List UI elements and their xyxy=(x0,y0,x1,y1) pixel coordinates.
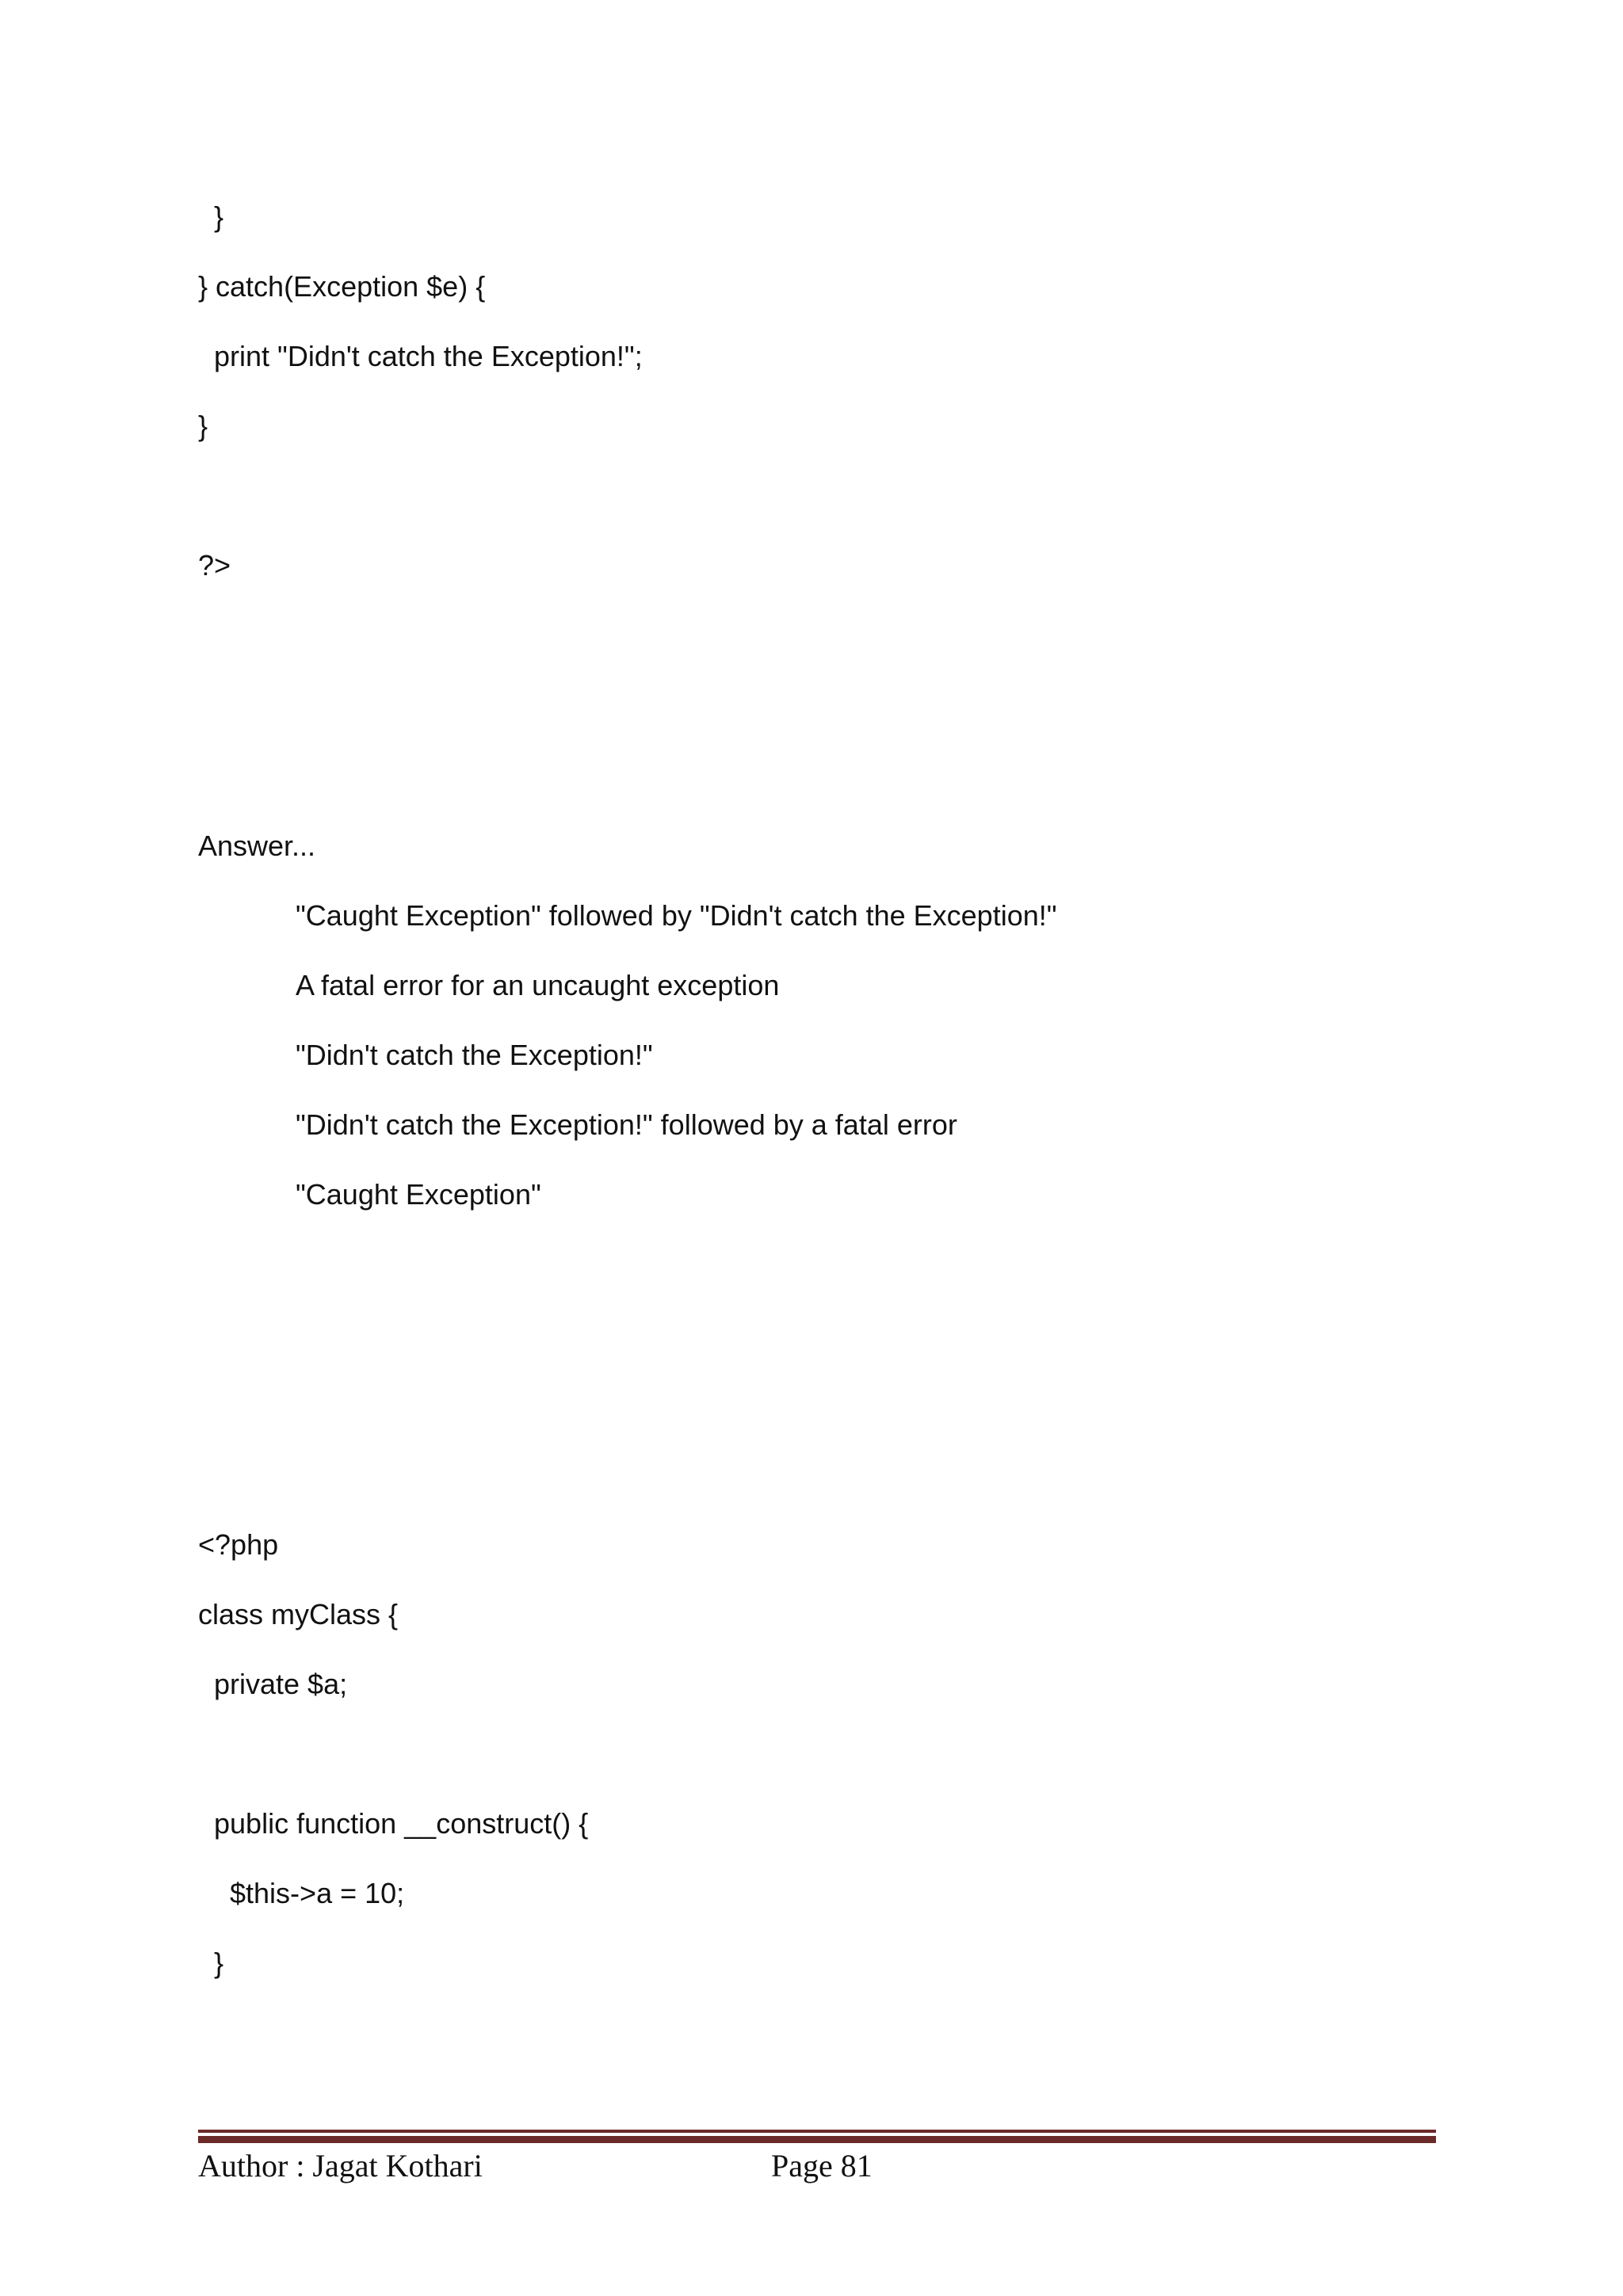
code-line: } catch(Exception $e) { xyxy=(198,270,486,303)
code-line: ?> xyxy=(198,549,231,582)
code-line: } xyxy=(198,1947,224,1979)
footer-rule-thin xyxy=(198,2130,1436,2133)
code-line: } xyxy=(198,200,224,233)
answer-option: "Didn't catch the Exception!" followed by a fatal error xyxy=(296,1108,957,1141)
code-line: public function __construct() { xyxy=(198,1807,589,1840)
answer-option: "Caught Exception" followed by "Didn't catch the Exception!" xyxy=(296,899,1057,932)
answer-option: A fatal error for an uncaught exception xyxy=(296,969,780,1001)
footer-author: Author : Jagat Kothari xyxy=(198,2148,483,2183)
code-line: class myClass { xyxy=(198,1598,399,1630)
footer-page-number: Page 81 xyxy=(771,2148,873,2183)
code-line: $this->a = 10; xyxy=(198,1877,405,1909)
answer-heading: Answer... xyxy=(198,830,316,862)
footer-rule-thick xyxy=(198,2136,1436,2143)
code-line: private $a; xyxy=(198,1668,348,1700)
code-line: } xyxy=(198,410,208,442)
answer-option: "Caught Exception" xyxy=(296,1178,541,1211)
answer-option: "Didn't catch the Exception!" xyxy=(296,1039,653,1071)
code-line: <?php xyxy=(198,1528,279,1561)
code-line: print "Didn't catch the Exception!"; xyxy=(198,340,643,372)
